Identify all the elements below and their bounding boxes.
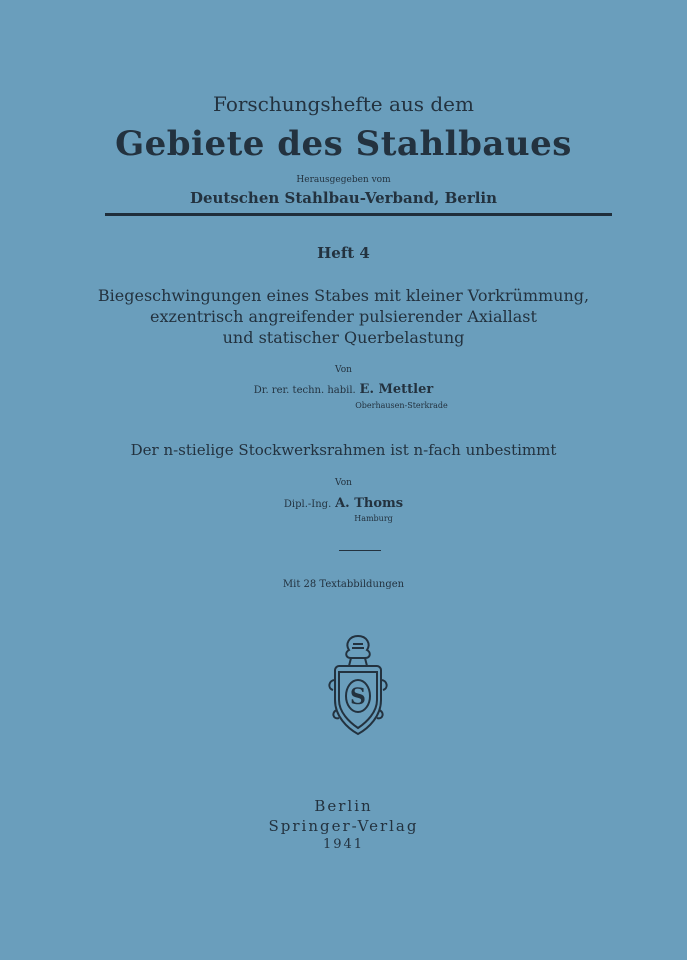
springer-logo-letter: S	[350, 684, 366, 710]
springer-logo-icon	[325, 630, 391, 740]
work1-title	[0, 285, 687, 348]
work1-title-line: und statischer Querbelastung	[222, 328, 465, 347]
work1-author-degree: Dr. rer. techn. habil.	[253, 385, 356, 396]
work1-title-line: exzentrisch angreifender pulsierender Axiallast	[150, 307, 537, 326]
work1-by-label: Von	[335, 365, 352, 375]
issue-number: Heft 4	[317, 244, 370, 262]
work1-author-name: E. Mettler	[359, 382, 434, 397]
work2-author	[0, 496, 687, 511]
work1-author-place: Oberhausen-Sterkrade	[355, 401, 448, 410]
editor-label: Herausgegeben vom	[296, 175, 391, 185]
work2-author-name: A. Thoms	[335, 496, 404, 511]
work2-by-label: Von	[335, 478, 352, 488]
work1-author	[0, 382, 687, 397]
header-divider	[105, 213, 612, 216]
editor-name: Deutschen Stahlbau-Verband, Berlin	[189, 189, 498, 207]
work2-author-degree: Dipl.-Ing.	[283, 499, 332, 510]
illustrations-note: Mit 28 Textabbildungen	[282, 579, 405, 590]
work2-author-place: Hamburg	[354, 514, 393, 523]
publication-year: 1941	[322, 837, 365, 852]
work2-title: Der n-stielige Stockwerksrahmen ist n-fach unbestimmt	[130, 441, 557, 459]
publisher-name: Springer-Verlag	[268, 817, 419, 835]
work1-title-line: Biegeschwingungen eines Stabes mit kleiner Vorkrümmung,	[97, 286, 590, 305]
series-title-line2: Gebiete des Stahlbaues	[115, 124, 572, 164]
publisher-city: Berlin	[314, 797, 373, 815]
series-title-line1: Forschungshefte aus dem	[213, 92, 474, 116]
short-divider	[339, 550, 381, 551]
